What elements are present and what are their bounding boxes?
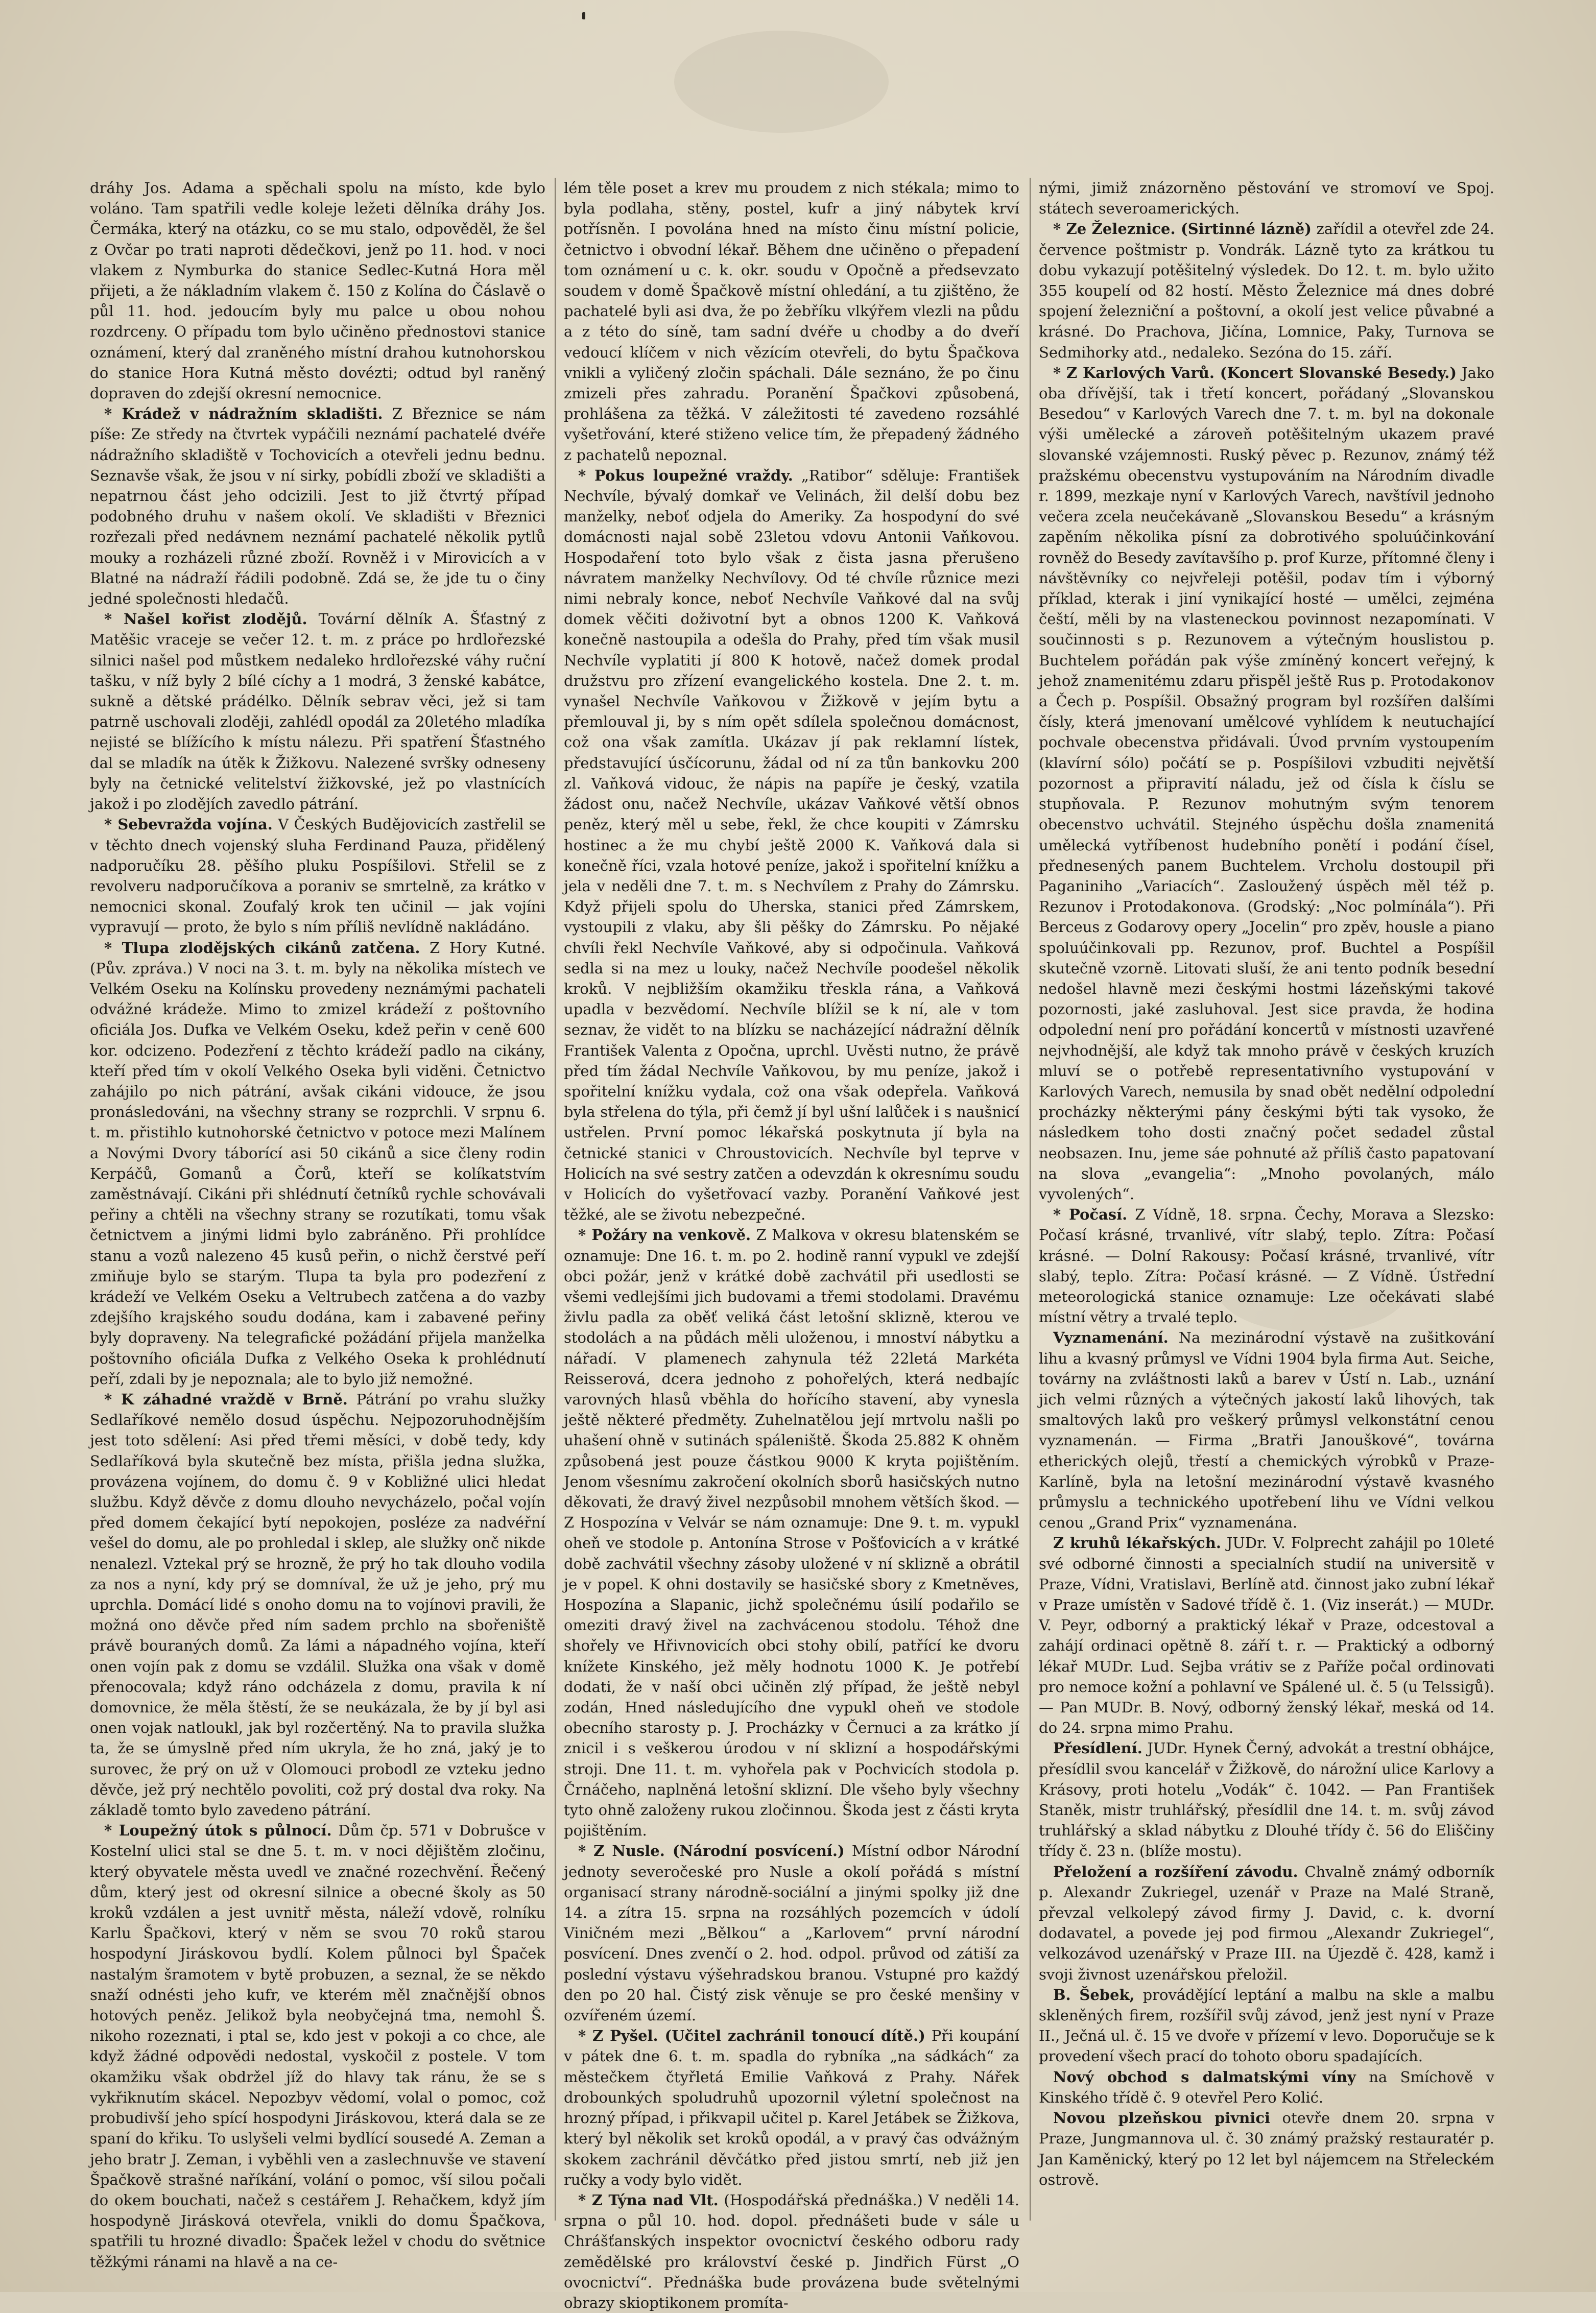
article-paragraph (90, 938, 545, 1389)
article-headline: * Pokus loupežné vraždy. (578, 466, 793, 484)
column-1 (90, 178, 545, 2271)
paper-stain (674, 31, 889, 133)
article-headline: * Z Karlových Varů. (Koncert Slovanské Besedy.) (1053, 364, 1457, 381)
article-headline: * Ze Železnice. (Sirtinné lázně) (1053, 220, 1312, 238)
article-text: Dům čp. 571 v Dobrušce v Kostelní ulici stal se dne 5. t. m. v noci dějištěm zločinu, který obyvatele města uvedl ve značné rozechvění. Řečený dům, který jest od okresní silnice a obecné školy as 50 kroků vzdálen a jest uvnitř města, náleží vdově, rolníku Karlu Špačkovi, který v něm se svou 70 roků starou hospodyní Jiráskovou bydlí. Kolem půlnoci byl Špaček nastalým šramotem v bytě probuzen, a seznal, že se někdo snaží odnésti jeho kufr, ve kterém měl značnější obnos hotových peněz. Jelikož byla neobyčejná tma, nemohl Š. nikoho rozeznati, i ptal se, kdo jest v pokoji a co chce, ale když žádné odpovědi nedostal, vyskočil z postele. V tom okamžiku však obdržel jíž do hlavy tak ránu, že se s vykřiknutím skácel. Nepozbyv vědomí, volal o pomoc, což probudivší jeho spící hospodyni Jiráskovou, která dala se ze spaní do křiku. To uslyšeli velmi bydlící sousedé A. Zeman a jeho bratr J. Zeman, i vyběhli ven a zaslechnuvše ve stavení Špačkově strašné naříkání, volání o pomoc, vší silou počali do okem bouchati, načež s cestářem J. Rehačkem, když jím hospodyně Jirásková otevřela, vnikli do domu Špačkova, spatřili tu hrozné divadlo: Špaček ležel v chodu do světnice těžkými ránami na hlavě a na ce- (90, 1822, 545, 2271)
article-text: „Ratibor“ sděluje: František Nechvíle, bývalý domkař ve Velinách, žil delší dobu bez manželky, neboť odjela do Ameriky. Za hospodyní do své domácnosti najal sobě 23letou vdovu Antonii Vaňkovou. Hospodaření toto bylo však z čista jasna přerušeno návratem manželky Nechvílovy. Od té chvíle různice mezi nimi nebraly konce, neboť Nechvíle Vaňkové dal na svůj domek věčiti doživotní byt a obnos 1200 K. Vaňková konečně nastoupila a odešla do Prahy, před tím však musil Nechvíle vyplatiti jí 800 K hotově, načež domek prodal družstvu pro zřízení evangelického kostela. Dne 2. t. m. vynašel Nechvíle Vaňkovou v Žižkově v jejím bytu a přemlouval ji, by s ním opět sdílela společnou domácnost, což ona však zamítla. Ukázav jí pak reklamní lístek, představující úsčícorunu, žádal od ní za tůn bankovku 200 zl. Vaňková vidouc, že nápis na papíře je český, vzatila žádost onu, načež Nechvíle, ukázav Vaňkové větší obnos peněz, který měl u sebe, řekl, že chce koupiti v Zámrsku hostinec a že mu chybí ještě 2000 K. Vaňková dala si konečně říci, vzala hotové peníze, jakož i spořitelní knížku a jela v neděli dne 7. t. m. s Nechvílem z Prahy do Zámrsku. Když přijeli spolu do Uherska, stanici před Zámrskem, vystoupili z vlaku, aby šli pěšky do Zámrsku. Po nějaké chvíli řekl Nechvíle Vaňkové, aby si odpočinula. Vaňková sedla si na mez u louky, načež Nechvíle poodešel několik kroků. V nejbližším okamžiku třeskla rána, a Vaňková upadla v bezvědomí. Nechvíle blížil se k ní, ale v tom seznav, že vidět to na blízku se nacházející nádražní dělník František Valenta z Opočna, uprchl. Uvěsti nutno, že právě před tím žádal Nechvíle Vaňkovou, by mu peníze, jakož i spořitelní knížku vydala, což ona však odepřela. Vaňková byla střelena do týla, při čemž jí byl ušní lalůček i s naušnicí ustřelen. První pomoc lékařská poskytnuta jí byla na četnické stanici v Chroustovicích. Nechvíle byl teprve v Holicích na své sestry zatčen a odevzdán k okresnímu soudu v Holicích do vyšetřovací vazby. Poranění Vaňkové jest těžké, ale se životu nebezpečné. (564, 466, 1019, 1224)
article-paragraph (90, 814, 545, 937)
article-paragraph (564, 2025, 1019, 2190)
article-paragraph (1039, 1862, 1494, 1985)
article-text: nými, jimiž znázorněno pěstování ve stromoví ve Spoj. státech severoamerických. (1039, 179, 1494, 218)
article-headline: * Z Týna nad Vlt. (578, 2191, 719, 2209)
article-headline: * Počasí. (1053, 1206, 1128, 1224)
article-text: Na mezinárodní výstavě na zušitkování lihu a kvasný průmysl ve Vídni 1904 byla firma Aut. Seiche, továrny na zvláštnosti laků a barev v Ústí n. Lab., uznání jich velmi různých a výtečných jakostí laků lihových, tak smaltových laků pro veškerý průmysl velkonstátní cenou vyznamenán. — Firma „Bratři Janouškové“, továrna etherických olejů, třestí a chemických výrobků v Praze-Karlíně, byla na letošní mezinárodní výstavě kvasného průmyslu a technického upotřebení lihu ve Vídni velkou cenou „Grand Prix“ vyznamenána. (1039, 1329, 1494, 1532)
article-headline: * Krádež v nádražním skladišti. (104, 405, 383, 423)
article-text: lém těle poset a krev mu proudem z nich stékala; mimo to byla podlaha, stěny, postel, kufr a jiný nábytek krví potřísněn. I povolána hned na místo činu místní policie, četnictvo i obvodní lékař. Během dne učiněno o přepadení tom oznámení u c. k. okr. soudu v Opočně a předsevzato soudem v domě Špačkově místní ohledání, a tu zjištěno, že pachatelé byli asi dva, že po žebříku vlkýřem vlezli na půdu a z této do síně, tam sadní dvéře u chodby a do dveří vedoucí klíčem v nich vězícím otevřeli, do bytu Špačkova vnikli a vyličený zločin spáchali. Dále seznáno, že po činu zmizeli přes zahradu. Poranění Špačkovi způsobená, prohlášena za těžká. V záležitosti té zavedeno rozsáhlé vyšetřování, které stiženo velice tím, že přepadený žádného z pachatelů nepoznal. (564, 179, 1019, 464)
article-headline: Novou plzeňskou pivnici (1053, 2109, 1270, 2127)
article-text: Místní odbor Národní jednoty severočeské pro Nusle a okolí pořádá s místní organisací strany národně-sociální a jinými spolky již dne 14. a zítra 15. srpna na rozsáhlých pozemcích v údolí Viničném mezi „Bělkou“ a „Karlovem“ první národní posvícení. Dnes zvenčí o 2. hod. odpol. průvod od zátiší za poslední výstavu výšehradskou branou. Vstupné pro každý den po 20 hal. Čistý zisk věnuje se pro české menšiny v ozvířeném území. (564, 1842, 1020, 2024)
article-headline: * Z Nusle. (Národní posvícení.) (578, 1842, 845, 1860)
article-text: Tovární dělník A. Šťastný z Matěšic vraceje se večer 12. t. m. z práce po hrdlořezské silnici našel pod můstkem nedaleko hrdlořezské váhy ruční tašku, v níž byly 2 bílé cíchy a 1 modrá, 3 ženské kabátce, sukně a dětské prádélko. Dělník sebrav věci, jež si tam patrně uschovali zloději, zahlédl opodál za 20letého mladíka nejisté se blížícího k místu nálezu. Při spatření Šťastného dal se mladík na útěk k Žižkovu. Nalezené svršky odneseny byly na četnické velitelství žižkovské, jež po vlastnících jakož i po zlodějích zavedlo pátrání. (90, 610, 545, 813)
article-headline: Přesídlení. (1053, 1739, 1142, 1757)
article-text: Z Vídně, 18. srpna. Čechy, Morava a Slezsko: Počasí krásné, trvanlivé, vítr slabý, teplo. Zítra: Počasí krásné. — Dolní Rakousy: Počasí krásné, trvanlivé, vítr slabý, teplo. Zítra: Počasí krásné. — Z Vídně. Ústřední meteorologická stanice oznamuje: Lze očekávati slabé místní větry a trvalé teplo. (1039, 1206, 1494, 1326)
article-paragraph (564, 178, 1019, 465)
article-text: Chvalně známý odborník p. Alexandr Zukriegel, uzenář v Praze na Malé Straně, převzal velkolepý závod firmy J. David, c. k. dvorní dodavatel, a povede jej pod firmou „Alexandr Zukriegel“, velkozávod uzenářský v Praze III. na Újezdě č. 428, kamž i svoji živnost uzenářskou přeložil. (1039, 1863, 1495, 1983)
article-paragraph (1039, 1985, 1494, 2067)
article-paragraph (1039, 2067, 1494, 2108)
article-paragraph (90, 178, 545, 403)
article-text: dráhy Jos. Adama a spěchali spolu na místo, kde bylo voláno. Tam spatřili vedle koleje ležeti dělníka dráhy Jos. Čermáka, který na otázku, co se mu stalo, odpověděl, že šel z Ovčar po trati naproti dědečkovi, jenž po 11. hod. v noci vlakem z Nymburka do stanice Sedlec-Kutná Hora měl přijeti, a že nákladním vlakem č. 150 z Kolína do Čáslavě o půl 11. hod. jedoucím byly mu palce u obou nohou rozdrceny. O případu tom bylo učiněno přednostovi stanice oznámení, který dal zraněného místní drahou kutnohorskou do stanice Hora Kutná město dovézti; odtud byl raněný dopraven do zdejší okresní nemocnice. (90, 179, 545, 402)
article-headline: Vyznamenání. (1053, 1329, 1169, 1347)
article-paragraph (90, 403, 545, 609)
article-paragraph (564, 1225, 1019, 1841)
article-paragraph (90, 1820, 545, 2272)
article-text: Jako oba dřívější, tak i třetí koncert, pořádaný „Slovanskou Besedou“ v Karlových Varech dne 7. t. m. byl na dokonale výši umělecké a zároveň potěšitelným ukazem pravé slovanské vzájemnosti. Ruský pěvec p. Rezunov, známý též pražskému obecenstvu vystupováním na Národním divadle r. 1899, mezkaje nyní v Karlových Varech, navštívil jednoho večera zcela neučekávaně „Slovanskou Besedu“ a krásným zapěním několika písní za dobrotivého spoluúčinkování rovněž do Besedy zavítavšího p. prof Kurze, přítomné členy i návštěvníky co nejvřeleji potěšil, podav tím i výborný příklad, kterak i jiní vynikající hosté — umělci, zejména čeští, měli by na vlasteneckou povinnost nezapomínati. V součinnosti s p. Rezunovem a výtečným houslistou p. Buchtelem pořádán pak výše zmíněný koncert veřejný, k jehož znamenitému zdaru přispěl ještě Rus p. Protodakonov a Čech p. Pospíšil. Obsažný program byl rozšířen dalšími čísly, která jmenovaní umělcové vyhlídem k neutuchající pochvale obecenstva přidávali. Úvod prvním vystoupením (klavírní sólo) počátí se p. Pospíšilovi vzbuditi největší pozornost a připravití náladu, jež od čísla k číslu se stupňovala. P. Rezunov mohutným svým tenorem obecenstvo uchvátil. Stejného úspěchu došla znamenitá umělecká vytříbenost hudebního ponětí i podání čísel, přednesených panem Buchtelem. Vrcholu dostoupil při Paganiniho „Variacích“. Zasloužený úspěch měl též p. Rezunov i Protodakonova. (Grodský: „Noc polmínála“). Při Berceus z Godarovy opery „Jocelin“ pro zpěv, housle a piano spoluúčinkovali pp. Rezunov, prof. Buchtel a Pospíšil skutečně vzorně. Litovati sluší, že ani tento podník besední nedošel hlavně mezi českými hostmi lázeňskými takové pozornosti, jaké zasluhoval. Jest sice pravda, že hodina odpolední není pro pořádání koncertů v místnosti uzavřené nejvhodnější, ale když tak mnoho právě v českých kruzích mluví se o potřebě representativního vystupování v Karlových Varech, nemusila by snad obět nedělní odpolední procházky některými pány českými býti tak vysoko, že následkem toho dosti značný počet sedadel zůstal neobsazen. Inu, jeme sáe pohnuté až příliš často papatovaní na slova „evangelia“: „Mnoho povolaných, málo vyvolených“. (1039, 364, 1494, 1203)
article-columns (90, 178, 1495, 2311)
article-text: Pátrání po vrahu služky Sedlaříkové nemělo dosud úspěchu. Nejpozoruhodnějším jest toto sdělení: Asi před třemi měsíci, v době tedy, kdy Sedlaříková byla skutečně bez místa, přišla jedna služka, provázena vojínem, do domu č. 9 v Kobližné ulici hledat službu. Když děvče z domu dlouho nevycházelo, počal vojín před domem čekající bytí nepokojen, posléze za nadvéřní vešel do domu, ale po prohledal i sklep, ale služky onč nikde nenalezl. Vztekal prý se hrozně, že prý ho tak dlouho vodila za nos a nyní, kdy prý se domníval, že už je jeho, prý mu uprchla. Domácí lidé s onoho domu na to vojínovi pravili, že možná ono děvče před ním sadem prchlo na sbořeniště právě bouraných domů. Za lámi a nápadného vojína, kteří onen vojín pak z domu se vzdálil. Služka ona však v domě přenocovala; když ráno odcházela z domu, pravila k ní domovnice, že měla štěstí, že se neukázala, že by jí byl asi onen vojak natloukl, jak byl rozčertěný. Na to pravila služka ta, že se úmyslně před ním ukryla, že ho zná, jaký je to surovec, že prý on už v Olomouci probodl ze vzteku jedno děvče, jež prý nechtělo povoliti, což prý dostal dva roky. Na základě tomto bylo zavedeno pátrání. (90, 1390, 545, 1819)
article-text: JUDr. Hynek Černý, advokát a trestní obhájce, přesídlil svou kancelář v Žižkově, do nárožní ulice Karlovy a Krásovy, proti hotelu „Vodák“ č. 1042. — Pan František Staněk, mistr truhlářský, přesídlil dne 14. t. m. svůj závod truhlářský a sklad nábytku z Dlouhé třídy č. 56 do Eliščiny třídy č. 23 n. (blíže mostu). (1039, 1739, 1494, 1860)
article-headline: Přeložení a rozšíření závodu. (1053, 1863, 1298, 1880)
article-text: Z Březnice se nám píše: Ze středy na čtvrtek vypáčili neznámí pachatelé dvéře nádražního skladiště v Tochovicích a otevřeli jednu bednu. Seznavše však, že jsou v ní sirky, pobídli zboží ve skladišti a nepatrnou část jeho odcizili. Jest to již čtvrtý případ podobného druhu v našem okolí. Ve skladišti v Březnici rozřezali před nedávnem neznámí pachatelé několik pytlů mouky a rozházeli různé zboží. Rovněž i v Mirovicích a v Blatné na nádraží řádili podobně. Zdá se, že jde tu o činy jedné společnosti hledačů. (90, 405, 545, 608)
article-text: otevře dnem 20. srpna v Praze, Jungmannova ul. č. 30 známý pražský restauratér p. Jan Kaměnický, který po 12 let byl nájemcem na Střeleckém ostrově. (1039, 2109, 1494, 2188)
article-headline: * Z Pyšel. (Učitel zachránil tonoucí dítě.) (578, 2027, 925, 2045)
article-headline: Nový obchod s dalmatskými víny (1053, 2068, 1356, 2086)
column-divider (1030, 178, 1031, 2221)
article-text: zařídil a otevřel zde 24. července poštmistr p. Vondrák. Lázně tyto za krátkou tu dobu vykazují potěšitelný výsledek. Do 12. t. m. bylo užito 355 koupelí od 82 hostí. Město Železnice má dnes dobré spojení železniční a poštovní, a okolí jest velice půvabné a krásné. Do Prachova, Jičína, Lomnice, Paky, Turnova se Sedmihorky atd., nedaleko. Sezóna do 15. září. (1039, 220, 1494, 361)
article-headline: * Požáry na venkově. (578, 1226, 751, 1244)
article-paragraph (1039, 1204, 1494, 1327)
article-paragraph (1039, 2108, 1494, 2190)
article-text: Z Malkova v okresu blatenském se oznamuje: Dne 16. t. m. po 2. hodině ranní vypukl ve zdejší obci požár, jenž v krátké době zachvátil při usedlosti se všemi vedlejšími jich budovami a třemi stodolami. Dravému živlu padla za oběť veliká část letošní sklizně, kterou ve stodolách a na půdách měli uloženou, i mnoství nábytku a nářadí. V plamenech zahynula též 22letá Markéta Reisserová, dcera jednoho z pohořelých, která nedbajíc varovných hlasů vběhla do hořícího stavení, aby vynesla ještě některé předměty. Zuhelnatělou její mrtvolu našli po uhašení ohně v sutinách spáleniště. Škoda 25.882 K ohněm způsobená jest pouze částkou 9000 K kryta pojištěním. Jenom všesnímu zakročení okolních sborů hasičských nutno děkovati, že dravý živel nezpůsobil mnohem větších škod. — Z Hospozína v Velvár se nám oznamuje: Dne 9. t. m. vypukl oheň ve stodole p. Antonína Strose v Pošťovicích a v krátké době zachvátil všechny zásoby uložené v ní sklizně a obrátil je v popel. K ohni dostavily se hasičské sbory z Kmetněves, Hospozína a Slapanic, jichž společnému úsilí podařilo se omeziti dravý živel na zachvácenou stodolu. Téhož dne shořely ve Hřivnovicích obci stohy obilí, patřící ke dvoru knížete Kinského, jež měly hodnotu 1000 K. Je potřebí dodati, že v naší obci učiněn zlý případ, že ještě nebyl zodán, Hned následujícího dne vypukl oheň ve stodole obecního starosty p. J. Procházky v Černuci a za krátko jí znicil i s veškerou úrodou v ní sklizní a hospodářskými stroji. Dne 11. t. m. vyhořela pak v Pochvicích stodola p. Črnáčeho, naplněná letošní sklizní. Dle všeho byly všechny tyto ohně založeny rukou zločinnou. Škoda jest z části kryta pojištěním. (564, 1226, 1019, 1840)
article-paragraph (90, 1389, 545, 1820)
article-headline: * Tlupa zlodějských cikánů zatčena. (104, 939, 420, 957)
column-divider (555, 178, 556, 2221)
article-paragraph (564, 465, 1019, 1225)
article-text: (Hospodářská přednáška.) V neděli 14. srpna o půl 10. hod. dopol. přednášeti bude v sále u Chrášťanských inspektor ovocnictví českého odboru rady zemědělské pro království české p. Jindřich Fürst „O ovocnictví“. Přednáška bude provázena bude světelnými obrazy skioptikonem promíta- (564, 2191, 1019, 2311)
article-paragraph (1039, 1738, 1494, 1861)
article-paragraph (1039, 1533, 1494, 1738)
column-2 (564, 178, 1020, 2311)
article-text: provádějící leptání a malbu na skle a malbu skleněných firem, rozšířil svůj závod, jenž jest nyní v Praze II., Ječná ul. č. 15 ve dvoře v přízemí v levo. Doporučuje se k provedení všech prací do tohoto oboru spadajících. (1039, 1986, 1495, 2065)
article-headline: B. Šebek, (1053, 1986, 1135, 2004)
article-paragraph (1039, 219, 1494, 362)
article-text: JUDr. V. Folprecht zahájil po 10leté své odborné činnosti a specialních studií na universitě v Praze, Vídni, Vratislavi, Berlíně atd. činnost jako zubní lékař v Praze umístěn v Sadové třídě č. 1. (Viz inserát.) — MUDr. V. Peyr, odborný a praktický lékař v Praze, odcestoval a zahájí ordinaci opětně 8. září t. r. — Praktický a odborný lékař MUDr. Lud. Sejba vrátiv se z Paříže počal ordinovati pro nemoce kožní a pohlavní ve Spálené ul. č. 5 (u Telssigů). — Pan MUDr. B. Nový, odborný ženský lékař, meská od 14. do 24. srpna mimo Prahu. (1039, 1534, 1494, 1737)
article-paragraph (1039, 1327, 1494, 1533)
article-text: Z Hory Kutné. (Pův. zpráva.) V noci na 3. t. m. byly na několika místech ve Velkém Oseku na Kolínsku provedeny neznámými pachateli odvážné krádeže. Mimo to zmizel krádeží z poštovního oficiála Jos. Dufka ve Velkém Oseku, kdež peřin v ceně 600 kor. odcizeno. Podezření z těchto krádeží padlo na cikány, kteří před tím v okolí Velkého Oseka byli viděni. Četnictvo zahájilo po nich pátrání, avšak cikáni vidouce, že jsou pronásledováni, na všechny strany se rozprchli. V srpnu 6. t. m. přistihlo kutnohorské četnictvo v potoce mezi Malínem a Novými Dvory táborící asi 50 cikánů a sice členy rodin Kerpáčů, Gomanů a Čorů, kteří se kolíkatstvím zaměstnávají. Cikáni při shlédnutí četníků rychle schovávali peřiny a chtěli na všechny strany se rozutíkati, tomu však četnictvem a jinými lidmi bylo zabráněno. Při prohlídce stanu a vozů nalezeno 45 kusů peřin, o nichž čerstvé peří zmiňuje bylo se starým. Tlupa ta byla pro podezření z krádeží ve Velkém Oseku a Veltrubech zatčena a do vazby zdejšího krajského soudu dodána, kam i zabavené peřiny byly dopraveny. Na telegrafické požádání přijela manželka poštovního oficiála Dufka z Velkého Oseka k prohlédnutí peří, zdali by je nepoznala; ale to bylo již nemožné. (90, 939, 545, 1388)
article-paragraph (1039, 178, 1494, 219)
article-headline: * K záhadné vraždě v Brně. (104, 1390, 348, 1408)
article-headline: * Loupežný útok s půlnocí. (104, 1822, 332, 1840)
article-paragraph (564, 1841, 1019, 2025)
article-headline: * Našel kořist zlodějů. (104, 610, 307, 628)
article-text: Při koupání v pátek dne 6. t. m. spadla do rybníka „na sádkách“ za městečkem čtyřletá Emilie Vaňková z Prahy. Nářek drobounkých spoludruhů upozornil výletní společnost na hrozný případ, i přikvapil učitel p. Karel Jetábek se Žižkova, který byl několik set kroků opodál, a v pravý čas odvážným skokem zachránil děvčátko před jistou smrtí, neb již jen ručky a vody bylo vidět. (564, 2027, 1019, 2188)
article-headline: * Sebevražda vojína. (104, 816, 273, 833)
article-paragraph (90, 609, 545, 814)
print-mark (582, 12, 585, 19)
article-text: na Smíchově v Kinského třídě č. 9 otevřel Pero Kolić. (1039, 2068, 1494, 2106)
article-paragraph (564, 2190, 1019, 2313)
article-paragraph (1039, 363, 1494, 1204)
article-headline: Z kruhů lékařských. (1053, 1534, 1221, 1552)
article-text: V Českých Budějovicích zastřelil se v těchto dnech vojenský sluha Ferdinand Pauza, přidělený nadporučíku 28. pěšího pluku Pospíšilovi. Střelil se z revolveru nadporučíkova a poraniv se smrtelně, za krátko v nemocnici skonal. Zoufalý krok ten učinil — jak vojíni vypravují — proto, že bylo s ním příliš nevlídně nakládáno. (90, 816, 545, 936)
column-3 (1039, 178, 1494, 2221)
